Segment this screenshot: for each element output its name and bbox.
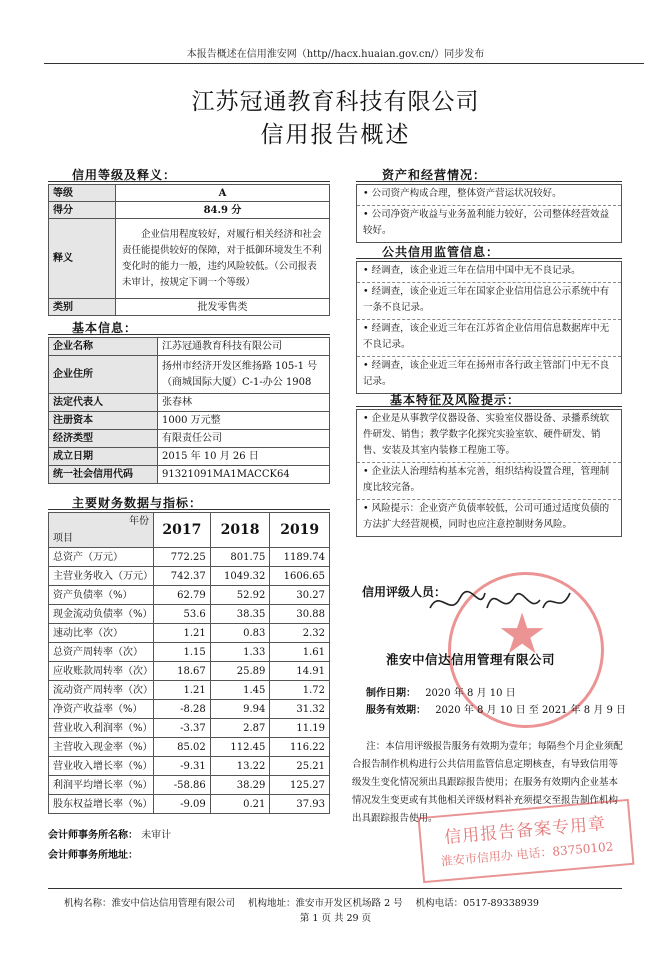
rating-date	[366, 684, 516, 699]
cell-value: 1.45	[210, 681, 270, 700]
info-label: 成立日期	[49, 448, 158, 466]
footer-agency-address: 机构地址：淮安市开发区机场路 2 号	[248, 898, 403, 909]
rating-validity	[366, 701, 626, 716]
info-label: 经济类型	[49, 430, 158, 448]
row-label: 主营业务收入（万元）	[49, 567, 154, 586]
year-header: 2017	[154, 513, 211, 548]
public-credit-item: • 经调查，该企业近三年在江苏省企业信用信息数据库中无不良记录。	[357, 320, 621, 357]
explain-label: 释义	[49, 219, 116, 299]
cell-value: 1.33	[210, 643, 270, 662]
seal-star-icon: ★	[497, 602, 548, 667]
cell-value: 38.35	[210, 605, 270, 624]
cell-value: 125.27	[270, 776, 330, 795]
cell-value: 38.29	[210, 776, 270, 795]
page-number: 第 1 页 共 29 页	[299, 913, 372, 924]
info-value: 91321091MA1MACCK64	[158, 466, 330, 484]
table-row	[49, 795, 330, 814]
features-title: 基本特征及风险提示：	[390, 393, 521, 407]
row-label: 总资产（万元）	[49, 548, 154, 567]
public-credit-box	[356, 261, 622, 394]
type-value: 批发零售类	[116, 299, 330, 316]
rating-personnel-label: 信用评级人员：	[362, 585, 447, 599]
info-value: 江苏冠通教育科技有限公司	[158, 338, 330, 356]
header-item-label: 项目	[53, 533, 73, 544]
cell-value: -9.09	[154, 795, 211, 814]
info-label: 法定代表人	[49, 394, 158, 412]
cell-value: 37.93	[270, 795, 330, 814]
grade-label: 等级	[49, 185, 116, 202]
cell-value: 772.25	[154, 548, 211, 567]
features-underline	[356, 406, 622, 407]
cell-value: 52.92	[210, 586, 270, 605]
cell-value: 1.72	[270, 681, 330, 700]
footer-agency-info	[64, 895, 539, 909]
financial-underline	[48, 509, 330, 510]
date-label: 制作日期：	[366, 688, 416, 699]
table-row	[49, 624, 330, 643]
table-row	[49, 643, 330, 662]
cell-value: 31.32	[270, 700, 330, 719]
row-label: 主营收入现金率（%）	[49, 738, 154, 757]
score-label: 得分	[49, 202, 116, 219]
cell-value: 1.21	[154, 681, 211, 700]
filing-stamp-subtext: 淮安市信用办 电话：83750102	[440, 839, 614, 869]
cell-value: 1.21	[154, 624, 211, 643]
year-header: 2018	[210, 513, 270, 548]
cell-value: 1189.74	[270, 548, 330, 567]
company-title: 江苏冠通教育科技有限公司	[191, 89, 480, 115]
table-corner-cell	[49, 513, 154, 548]
footer-divider	[48, 888, 622, 889]
cell-value: 0.21	[210, 795, 270, 814]
info-label: 企业名称	[49, 338, 158, 356]
accountant-name-value: 未审计	[141, 830, 172, 841]
row-label: 现金流动负债率（%）	[49, 605, 154, 624]
row-label: 净资产收益率（%）	[49, 700, 154, 719]
cell-value: 9.94	[210, 700, 270, 719]
credit-grade-table	[48, 184, 330, 316]
cell-value: 801.75	[210, 548, 270, 567]
assets-item: • 公司净资产收益与业务盈利能力较好，公司整体经营效益较好。	[363, 209, 610, 236]
cell-value: 1.61	[270, 643, 330, 662]
table-row	[49, 738, 330, 757]
public-credit-item: • 经调查，该企业近三年在扬州市各行政主管部门中无不良记录。	[363, 360, 610, 387]
cell-value: -58.86	[154, 776, 211, 795]
cell-value: 1.15	[154, 643, 211, 662]
accountant-name	[48, 826, 171, 841]
assets-title: 资产和经营情况：	[382, 168, 487, 182]
public-credit-underline	[356, 258, 622, 259]
table-row	[49, 719, 330, 738]
features-item: • 企业是从事教学仪器设备、实验室仪器设备、录播系统软件研发、销售；教学数字化探究实验室软、硬件研发、销售、安装及其室内装修工程施工等。	[357, 410, 621, 463]
cell-value: 62.79	[154, 586, 211, 605]
cell-value: 14.91	[270, 662, 330, 681]
public-credit-title: 公共信用监管信息：	[382, 245, 500, 259]
features-item: • 企业法人治理结构基本完善，组织结构设置合理，管理制度比较完备。	[357, 463, 621, 500]
cell-value: 85.02	[154, 738, 211, 757]
credit-grade-underline	[48, 181, 330, 182]
basic-info-table	[48, 337, 330, 484]
cell-value: 1606.65	[270, 567, 330, 586]
explain-text: 企业信用程度较好，对履行相关经济和社会责任能提供较好的保障，对于抵御环境发生不利变化时的能力一般，违约风险较低。（公司报表未审计，按规定下调一个等级）	[116, 219, 330, 299]
rater-signature	[425, 578, 575, 628]
financial-title: 主要财务数据与指标：	[72, 496, 203, 510]
footer-agency-phone: 机构电话：0517-89338939	[415, 898, 539, 909]
row-label: 营业收入增长率（%）	[49, 757, 154, 776]
cell-value: 18.67	[154, 662, 211, 681]
assets-underline	[356, 181, 622, 182]
row-label: 营业收入利润率（%）	[49, 719, 154, 738]
date-value: 2020 年 8 月 10 日	[425, 688, 516, 699]
header-divider	[44, 63, 644, 64]
cell-value: -9.31	[154, 757, 211, 776]
header-year-label: 年份	[129, 516, 149, 527]
rating-note: 注：本信用评级报告服务有效期为壹年；每隔叁个月企业须配合报告制作机构进行公共信用监管信息定期核查，有导致信用等级发生变化情况须出具跟踪报告使用；在服务有效期内企业基本情况发生变更或有其他相关评级材料补充须提交至报告制作机构出具跟踪报告使用。	[352, 741, 623, 824]
table-row	[49, 586, 330, 605]
report-title: 信用报告概述	[260, 122, 411, 148]
type-label: 类别	[49, 299, 116, 316]
public-credit-item: • 经调查，该企业近三年在信用中国中无不良记录。	[357, 262, 621, 283]
cell-value: 25.89	[210, 662, 270, 681]
table-row	[49, 681, 330, 700]
cell-value: 2.87	[210, 719, 270, 738]
row-label: 总资产周转率（次）	[49, 643, 154, 662]
footer-agency-name: 机构名称：淮安中信达信用管理有限公司	[64, 898, 236, 909]
grade-value: A	[116, 185, 330, 202]
info-value: 有限责任公司	[158, 430, 330, 448]
cell-value: 112.45	[210, 738, 270, 757]
row-label: 应收账款周转率（次）	[49, 662, 154, 681]
cell-value: 1049.32	[210, 567, 270, 586]
basic-info-underline	[48, 334, 330, 335]
basic-info-title: 基本信息：	[72, 321, 138, 335]
row-label: 股东权益增长率（%）	[49, 795, 154, 814]
cell-value: 742.37	[154, 567, 211, 586]
cell-value: 13.22	[210, 757, 270, 776]
info-value: 张春林	[158, 394, 330, 412]
info-value: 1000 万元整	[158, 412, 330, 430]
cell-value: 30.27	[270, 586, 330, 605]
assets-item: • 公司资产构成合理，整体资产营运状况较好。	[357, 185, 621, 206]
score-value: 84.9 分	[116, 202, 330, 219]
info-value: 2015 年 10 月 26 日	[158, 448, 330, 466]
accountant-name-label: 会计师事务所名称：	[48, 830, 138, 841]
table-row	[49, 776, 330, 795]
public-credit-item: • 经调查，该企业近三年在国家企业信用信息公示系统中有一条不良记录。	[357, 283, 621, 320]
info-value: 扬州市经济开发区维扬路 105-1 号（商城国际大厦）C-1-办公 1908	[158, 356, 330, 394]
cell-value: 30.88	[270, 605, 330, 624]
row-label: 资产负债率（%）	[49, 586, 154, 605]
assets-box	[356, 184, 622, 243]
validity-value: 2020 年 8 月 10 日 至 2021 年 8 月 9 日	[435, 705, 627, 716]
rating-agency: 淮安中信达信用管理有限公司	[386, 652, 556, 667]
features-item: • 风险提示：企业资产负债率较低，公司可通过适度负债的方法扩大经营规模，同时也应注意控制财务风险。	[363, 503, 610, 530]
table-row	[49, 662, 330, 681]
table-row	[49, 605, 330, 624]
year-header: 2019	[270, 513, 330, 548]
row-label: 利润平均增长率（%）	[49, 776, 154, 795]
table-row	[49, 757, 330, 776]
accountant-address-label: 会计师事务所地址：	[48, 850, 138, 861]
credit-grade-title: 信用等级及释义：	[72, 168, 177, 182]
info-label: 企业住所	[49, 356, 158, 394]
cell-value: 53.6	[154, 605, 211, 624]
info-label: 注册资本	[49, 412, 158, 430]
cell-value: -3.37	[154, 719, 211, 738]
table-row	[49, 700, 330, 719]
filing-stamp-text: 信用报告备案专用章	[443, 814, 607, 849]
cell-value: 0.83	[210, 624, 270, 643]
table-row	[49, 567, 330, 586]
info-label: 统一社会信用代码	[49, 466, 158, 484]
table-row	[49, 548, 330, 567]
cell-value: 25.21	[270, 757, 330, 776]
features-box	[356, 409, 622, 537]
publish-note: 本报告概述在信用淮安网（http//hacx.huaian.gov.cn/）同步发布	[186, 49, 485, 60]
validity-label: 服务有效期：	[366, 705, 426, 716]
row-label: 速动比率（次）	[49, 624, 154, 643]
financial-table	[48, 512, 330, 814]
cell-value: 11.19	[270, 719, 330, 738]
row-label: 流动资产周转率（次）	[49, 681, 154, 700]
cell-value: 116.22	[270, 738, 330, 757]
cell-value: -8.28	[154, 700, 211, 719]
cell-value: 2.32	[270, 624, 330, 643]
